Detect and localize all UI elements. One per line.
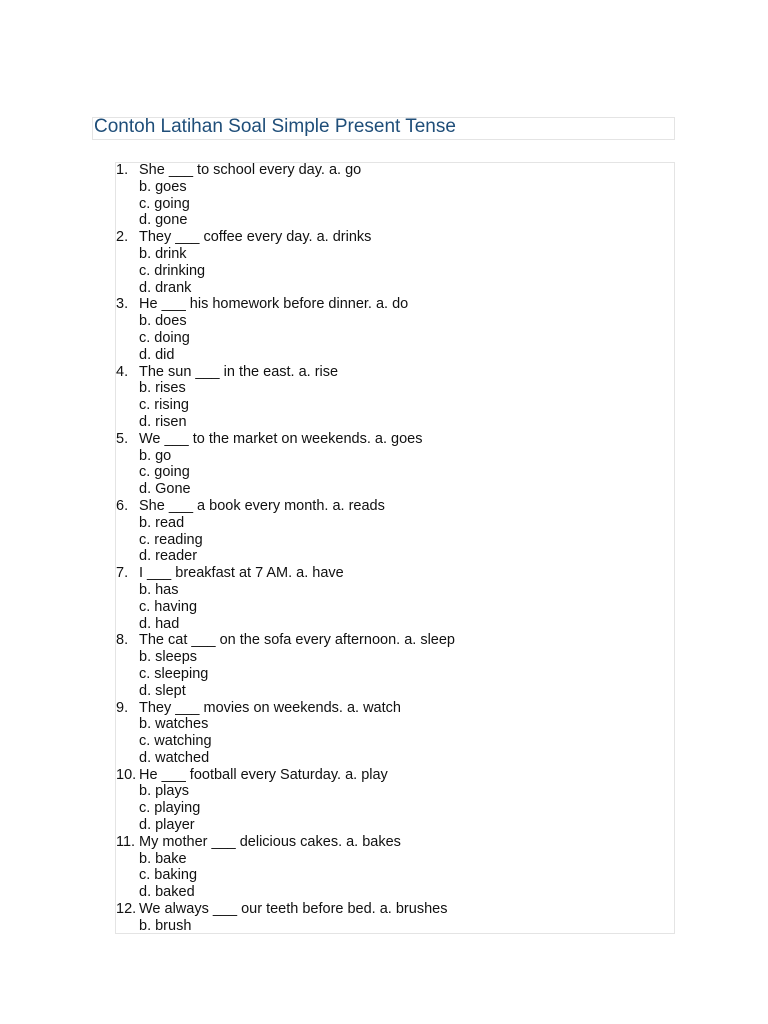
question-item xyxy=(116,498,455,565)
question-number: 4. xyxy=(116,363,129,380)
answer-option: b. bake xyxy=(139,850,187,867)
answer-option: b. read xyxy=(139,514,185,531)
question-number: 1. xyxy=(116,162,129,178)
answer-option: c. going xyxy=(139,464,190,481)
answer-option: d. player xyxy=(139,817,195,834)
question-number: 10. xyxy=(116,766,137,783)
answer-option: d. gone xyxy=(139,212,188,229)
answer-option: c. reading xyxy=(139,531,203,548)
answer-option: b. watches xyxy=(139,716,209,733)
answer-option: c. watching xyxy=(139,733,212,750)
question-text: She ___ to school every day. a. go xyxy=(139,162,362,178)
answer-option: d. reader xyxy=(139,548,198,565)
question-text: I ___ breakfast at 7 AM. a. have xyxy=(139,565,344,582)
title-box xyxy=(92,117,675,140)
question-item xyxy=(116,431,455,498)
question-item xyxy=(116,632,455,699)
question-text: My mother ___ delicious cakes. a. bakes xyxy=(139,833,401,850)
question-item xyxy=(116,767,455,834)
page-title: Contoh Latihan Soal Simple Present Tense xyxy=(94,116,456,137)
answer-option: d. had xyxy=(139,615,180,632)
answer-option: c. doing xyxy=(139,329,190,346)
answer-option: d. baked xyxy=(139,884,195,901)
answer-option: b. goes xyxy=(139,178,187,195)
question-text: We always ___ our teeth before bed. a. brushes xyxy=(139,901,448,918)
question-list xyxy=(116,162,455,934)
question-item xyxy=(116,364,455,431)
question-number: 2. xyxy=(116,229,129,246)
question-text: He ___ football every Saturday. a. play xyxy=(139,766,388,783)
question-item xyxy=(116,834,455,901)
question-number: 6. xyxy=(116,497,129,514)
question-number: 11. xyxy=(116,833,136,850)
question-text: She ___ a book every month. a. reads xyxy=(139,497,385,514)
question-item xyxy=(116,901,455,934)
answer-option: b. has xyxy=(139,581,179,598)
answer-option: d. drank xyxy=(139,279,192,296)
question-item xyxy=(116,700,455,767)
answer-option: b. rises xyxy=(139,380,186,397)
question-text: He ___ his homework before dinner. a. do xyxy=(139,296,409,313)
answer-option: c. rising xyxy=(139,397,189,414)
answer-option: d. slept xyxy=(139,682,186,699)
question-number: 8. xyxy=(116,632,129,649)
answer-option: d. watched xyxy=(139,749,210,766)
answer-option: c. having xyxy=(139,598,198,615)
answer-option: b. plays xyxy=(139,783,189,800)
question-number: 12. xyxy=(116,901,137,918)
answer-option: b. sleeps xyxy=(139,649,198,666)
answer-option: c. baking xyxy=(139,867,198,884)
question-item xyxy=(116,229,455,296)
question-item xyxy=(116,565,455,632)
question-list-box xyxy=(115,162,675,934)
answer-option: b. brush xyxy=(139,917,192,934)
question-item xyxy=(116,162,455,229)
answer-option: d. did xyxy=(139,346,175,363)
answer-option: d. risen xyxy=(139,413,187,430)
answer-option: b. drink xyxy=(139,245,187,262)
question-text: They ___ movies on weekends. a. watch xyxy=(139,699,401,716)
question-text: The sun ___ in the east. a. rise xyxy=(139,363,339,380)
answer-option: d. Gone xyxy=(139,481,191,498)
question-number: 9. xyxy=(116,699,129,716)
question-number: 3. xyxy=(116,296,129,313)
answer-option: c. drinking xyxy=(139,262,206,279)
answer-option: c. sleeping xyxy=(139,665,209,682)
answer-option: c. playing xyxy=(139,800,201,817)
answer-option: b. does xyxy=(139,313,187,330)
question-number: 7. xyxy=(116,565,129,582)
answer-option: c. going xyxy=(139,195,190,212)
answer-option: b. go xyxy=(139,447,172,464)
question-item xyxy=(116,296,455,363)
question-text: They ___ coffee every day. a. drinks xyxy=(139,229,372,246)
question-number: 5. xyxy=(116,430,129,447)
question-text: The cat ___ on the sofa every afternoon. a. sleep xyxy=(139,632,455,649)
question-text: We ___ to the market on weekends. a. goes xyxy=(139,430,423,447)
